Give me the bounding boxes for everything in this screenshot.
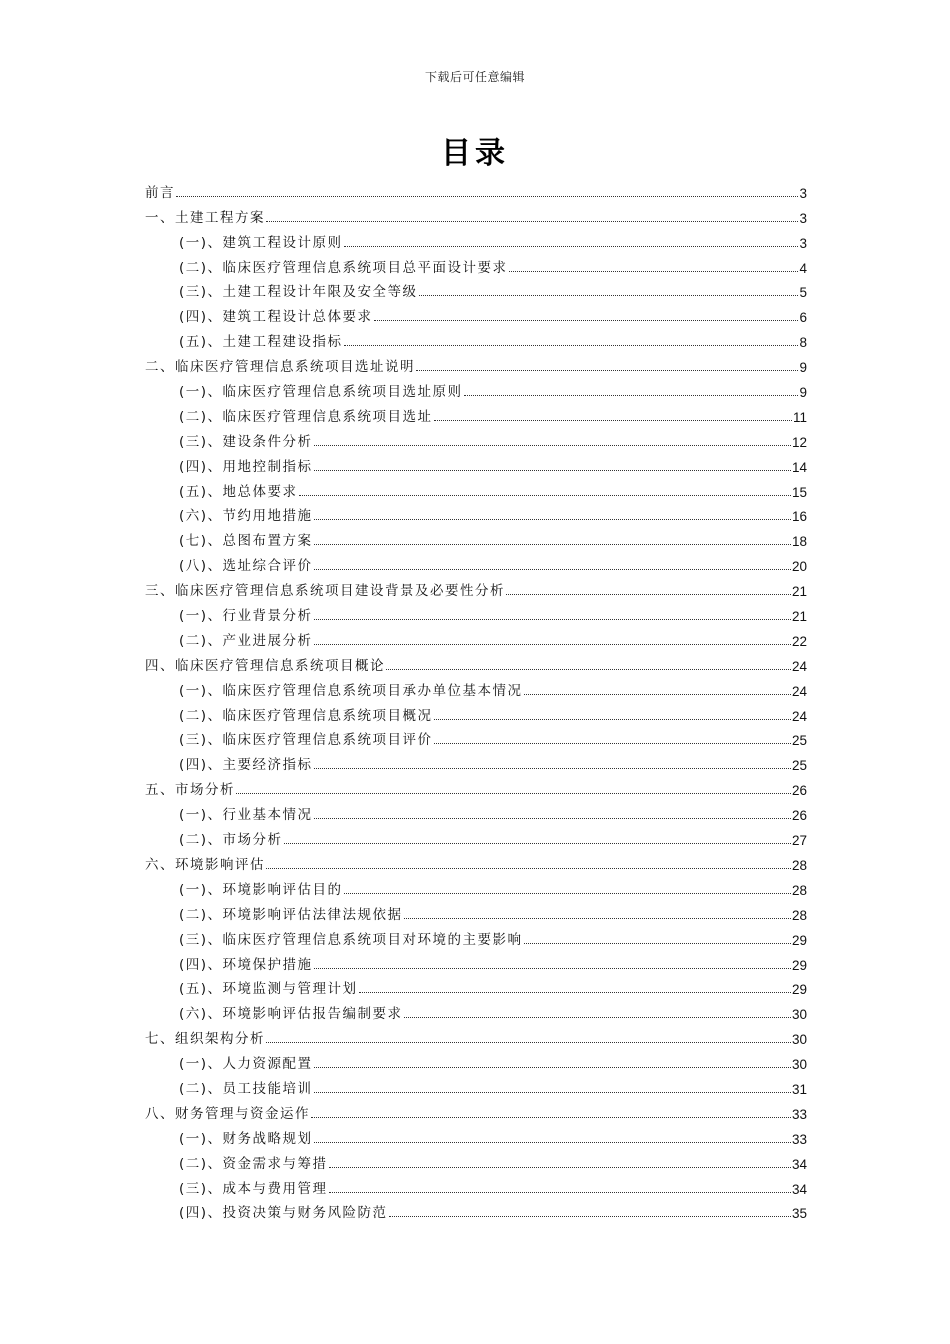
toc-leader-dots [176, 195, 798, 197]
toc-entry-page: 33 [791, 1131, 807, 1147]
toc-leader-dots [299, 494, 791, 496]
toc-entry[interactable] [145, 524, 807, 549]
toc-entry-page: 30 [791, 1032, 807, 1048]
toc-leader-dots [284, 842, 791, 844]
toc-entry[interactable] [145, 1122, 807, 1147]
toc-leader-dots [344, 892, 791, 894]
toc-entry[interactable] [145, 1072, 807, 1097]
toc-entry-label: (四)、主要经济指标 [179, 757, 313, 774]
toc-leader-dots [314, 469, 791, 471]
toc-entry-page: 27 [791, 833, 807, 849]
toc-entry[interactable] [145, 699, 807, 724]
toc-leader-dots [266, 1041, 791, 1043]
toc-entry-label: (二)、员工技能培训 [179, 1080, 313, 1097]
toc-entry[interactable] [145, 1147, 807, 1172]
toc-entry-page: 26 [791, 808, 807, 824]
toc-leader-dots [329, 1191, 791, 1193]
toc-leader-dots [314, 444, 791, 446]
toc-entry[interactable] [145, 1022, 807, 1047]
toc-leader-dots [266, 220, 798, 222]
toc-entry[interactable] [145, 748, 807, 773]
toc-leader-dots [314, 568, 791, 570]
toc-leader-dots [404, 917, 791, 919]
toc-entry[interactable] [145, 251, 807, 276]
toc-entry-label: (四)、投资决策与财务风险防范 [179, 1205, 388, 1222]
toc-entry-label: (三)、土建工程设计年限及安全等级 [179, 284, 418, 301]
toc-entry-label: 四、临床医疗管理信息系统项目概论 [145, 657, 385, 674]
toc-entry-page: 9 [799, 385, 807, 401]
toc-leader-dots [524, 693, 791, 695]
toc-entry[interactable] [145, 425, 807, 450]
toc-entry-label: (二)、产业进展分析 [179, 632, 313, 649]
toc-entry[interactable] [145, 798, 807, 823]
toc-leader-dots [314, 618, 791, 620]
toc-entry-label: (二)、资金需求与筹措 [179, 1155, 328, 1172]
toc-entry-label: 二、临床医疗管理信息系统项目选址说明 [145, 359, 415, 376]
toc-entry-page: 24 [791, 658, 807, 674]
toc-entry-label: 七、组织架构分析 [145, 1031, 265, 1048]
toc-entry-page: 21 [791, 584, 807, 600]
toc-leader-dots [314, 1066, 791, 1068]
toc-entry-label: (五)、地总体要求 [179, 483, 298, 500]
toc-entry-page: 20 [791, 559, 807, 575]
toc-entry-label: 一、土建工程方案 [145, 209, 265, 226]
toc-entry-label: (五)、环境监测与管理计划 [179, 981, 358, 998]
toc-entry-page: 24 [791, 708, 807, 724]
toc-entry-label: 六、环境影响评估 [145, 856, 265, 873]
toc-entry-page: 3 [799, 210, 807, 226]
toc-entry[interactable] [145, 1047, 807, 1072]
toc-leader-dots [311, 1116, 791, 1118]
toc-entry-page: 29 [791, 982, 807, 998]
toc-entry[interactable] [145, 1172, 807, 1197]
toc-entry-label: 前言 [145, 184, 175, 201]
toc-entry[interactable] [145, 898, 807, 923]
toc-entry-page: 30 [791, 1007, 807, 1023]
toc-entry-page: 31 [791, 1081, 807, 1097]
toc-entry[interactable] [145, 724, 807, 749]
toc-leader-dots [416, 369, 798, 371]
toc-entry[interactable] [145, 624, 807, 649]
toc-entry[interactable] [145, 500, 807, 525]
toc-entry-label: 八、财务管理与资金运作 [145, 1105, 310, 1122]
toc-entry[interactable] [145, 276, 807, 301]
toc-entry[interactable] [145, 226, 807, 251]
toc-leader-dots [329, 1166, 791, 1168]
toc-entry-label: (五)、土建工程建设指标 [179, 334, 343, 351]
toc-entry[interactable] [145, 1197, 807, 1222]
toc-entry-label: 三、临床医疗管理信息系统项目建设背景及必要性分析 [145, 583, 505, 600]
toc-leader-dots [314, 817, 791, 819]
toc-leader-dots [434, 419, 792, 421]
toc-entry-label: (二)、临床医疗管理信息系统项目概况 [179, 707, 433, 724]
toc-leader-dots [386, 668, 791, 670]
toc-entry-label: (一)、行业背景分析 [179, 608, 313, 625]
toc-entry-page: 9 [799, 360, 807, 376]
toc-entry-label: (六)、节约用地措施 [179, 508, 313, 525]
toc-entry-label: (三)、建设条件分析 [179, 433, 313, 450]
toc-entry-page: 25 [791, 733, 807, 749]
toc-entry-page: 12 [791, 434, 807, 450]
toc-entry-label: 五、市场分析 [145, 782, 235, 799]
toc-entry-page: 14 [791, 459, 807, 475]
toc-entry[interactable] [145, 201, 807, 226]
toc-entry-label: (四)、用地控制指标 [179, 458, 313, 475]
toc-entry[interactable] [145, 176, 807, 201]
toc-leader-dots [404, 1016, 791, 1018]
toc-entry[interactable] [145, 848, 807, 873]
toc-entry-page: 4 [799, 260, 807, 276]
page-header: 下载后可任意编辑 [424, 70, 525, 84]
toc-entry-label: (四)、建筑工程设计总体要求 [179, 309, 373, 326]
toc-entry-label: (八)、选址综合评价 [179, 558, 313, 575]
toc-leader-dots [314, 1091, 791, 1093]
toc-entry[interactable] [145, 773, 807, 798]
toc-entry[interactable] [145, 375, 807, 400]
toc-leader-dots [464, 394, 799, 396]
toc-entry[interactable] [145, 674, 807, 699]
toc-entry[interactable] [145, 450, 807, 475]
toc-entry-page: 28 [791, 907, 807, 923]
toc-leader-dots [434, 718, 791, 720]
toc-entry-label: (三)、临床医疗管理信息系统项目对环境的主要影响 [179, 931, 523, 948]
page-title: 目录 [441, 136, 509, 171]
toc-entry-page: 28 [791, 857, 807, 873]
toc-leader-dots [314, 1141, 791, 1143]
toc-leader-dots [314, 967, 791, 969]
toc-entry-page: 11 [792, 409, 807, 425]
toc-entry[interactable] [145, 923, 807, 948]
toc-entry-label: (一)、临床医疗管理信息系统项目选址原则 [179, 384, 463, 401]
toc-entry-page: 35 [791, 1206, 807, 1222]
toc-leader-dots [344, 245, 799, 247]
toc-leader-dots [374, 319, 799, 321]
table-of-contents [145, 176, 807, 1221]
toc-leader-dots [266, 867, 791, 869]
toc-entry-page: 29 [791, 957, 807, 973]
toc-entry-page: 6 [799, 310, 807, 326]
toc-entry-label: (三)、临床医疗管理信息系统项目评价 [179, 732, 433, 749]
toc-entry[interactable] [145, 649, 807, 674]
toc-entry-label: (一)、环境影响评估目的 [179, 881, 343, 898]
toc-entry-label: (一)、财务战略规划 [179, 1130, 313, 1147]
toc-entry-page: 18 [791, 534, 807, 550]
toc-entry-label: (一)、临床医疗管理信息系统项目承办单位基本情况 [179, 682, 523, 699]
toc-entry[interactable] [145, 549, 807, 574]
toc-entry[interactable] [145, 300, 807, 325]
toc-leader-dots [314, 643, 791, 645]
toc-leader-dots [524, 942, 791, 944]
toc-entry[interactable] [145, 574, 807, 599]
toc-leader-dots [314, 543, 791, 545]
toc-leader-dots [359, 991, 791, 993]
toc-entry[interactable] [145, 973, 807, 998]
toc-entry[interactable] [145, 997, 807, 1022]
toc-entry-label: (四)、环境保护措施 [179, 956, 313, 973]
toc-entry-page: 5 [799, 285, 807, 301]
toc-leader-dots [434, 742, 791, 744]
toc-leader-dots [314, 767, 791, 769]
toc-entry-page: 33 [791, 1106, 807, 1122]
toc-leader-dots [419, 294, 799, 296]
toc-entry-label: (一)、行业基本情况 [179, 807, 313, 824]
toc-entry-page: 26 [791, 783, 807, 799]
toc-leader-dots [506, 593, 791, 595]
toc-leader-dots [314, 518, 791, 520]
toc-entry[interactable] [145, 823, 807, 848]
toc-leader-dots [236, 792, 791, 794]
toc-entry-page: 34 [791, 1181, 807, 1197]
toc-entry-page: 34 [791, 1156, 807, 1172]
toc-entry[interactable] [145, 599, 807, 624]
toc-leader-dots [509, 270, 799, 272]
toc-entry-page: 28 [791, 882, 807, 898]
toc-entry-page: 30 [791, 1057, 807, 1073]
toc-entry-page: 22 [791, 633, 807, 649]
toc-entry-page: 15 [791, 484, 807, 500]
toc-entry[interactable] [145, 350, 807, 375]
toc-entry-label: (一)、人力资源配置 [179, 1056, 313, 1073]
toc-entry-page: 3 [799, 235, 807, 251]
toc-entry-page: 3 [799, 185, 807, 201]
toc-entry[interactable] [145, 948, 807, 973]
toc-entry[interactable] [145, 475, 807, 500]
toc-entry-page: 8 [799, 335, 807, 351]
toc-entry-label: (一)、建筑工程设计原则 [179, 234, 343, 251]
toc-entry-label: (二)、临床医疗管理信息系统项目选址 [179, 408, 433, 425]
toc-entry-page: 16 [791, 509, 807, 525]
toc-entry-page: 24 [791, 683, 807, 699]
toc-entry-page: 29 [791, 932, 807, 948]
toc-entry-label: (二)、临床医疗管理信息系统项目总平面设计要求 [179, 259, 508, 276]
toc-entry[interactable] [145, 400, 807, 425]
toc-leader-dots [389, 1215, 791, 1217]
toc-entry-label: (二)、环境影响评估法律法规依据 [179, 906, 403, 923]
toc-entry[interactable] [145, 873, 807, 898]
toc-entry[interactable] [145, 325, 807, 350]
toc-entry-label: (二)、市场分析 [179, 832, 283, 849]
toc-entry-label: (六)、环境影响评估报告编制要求 [179, 1006, 403, 1023]
toc-leader-dots [344, 344, 799, 346]
toc-entry-page: 25 [791, 758, 807, 774]
toc-entry[interactable] [145, 1097, 807, 1122]
toc-entry-label: (三)、成本与费用管理 [179, 1180, 328, 1197]
toc-entry-label: (七)、总图布置方案 [179, 533, 313, 550]
toc-entry-page: 21 [791, 609, 807, 625]
